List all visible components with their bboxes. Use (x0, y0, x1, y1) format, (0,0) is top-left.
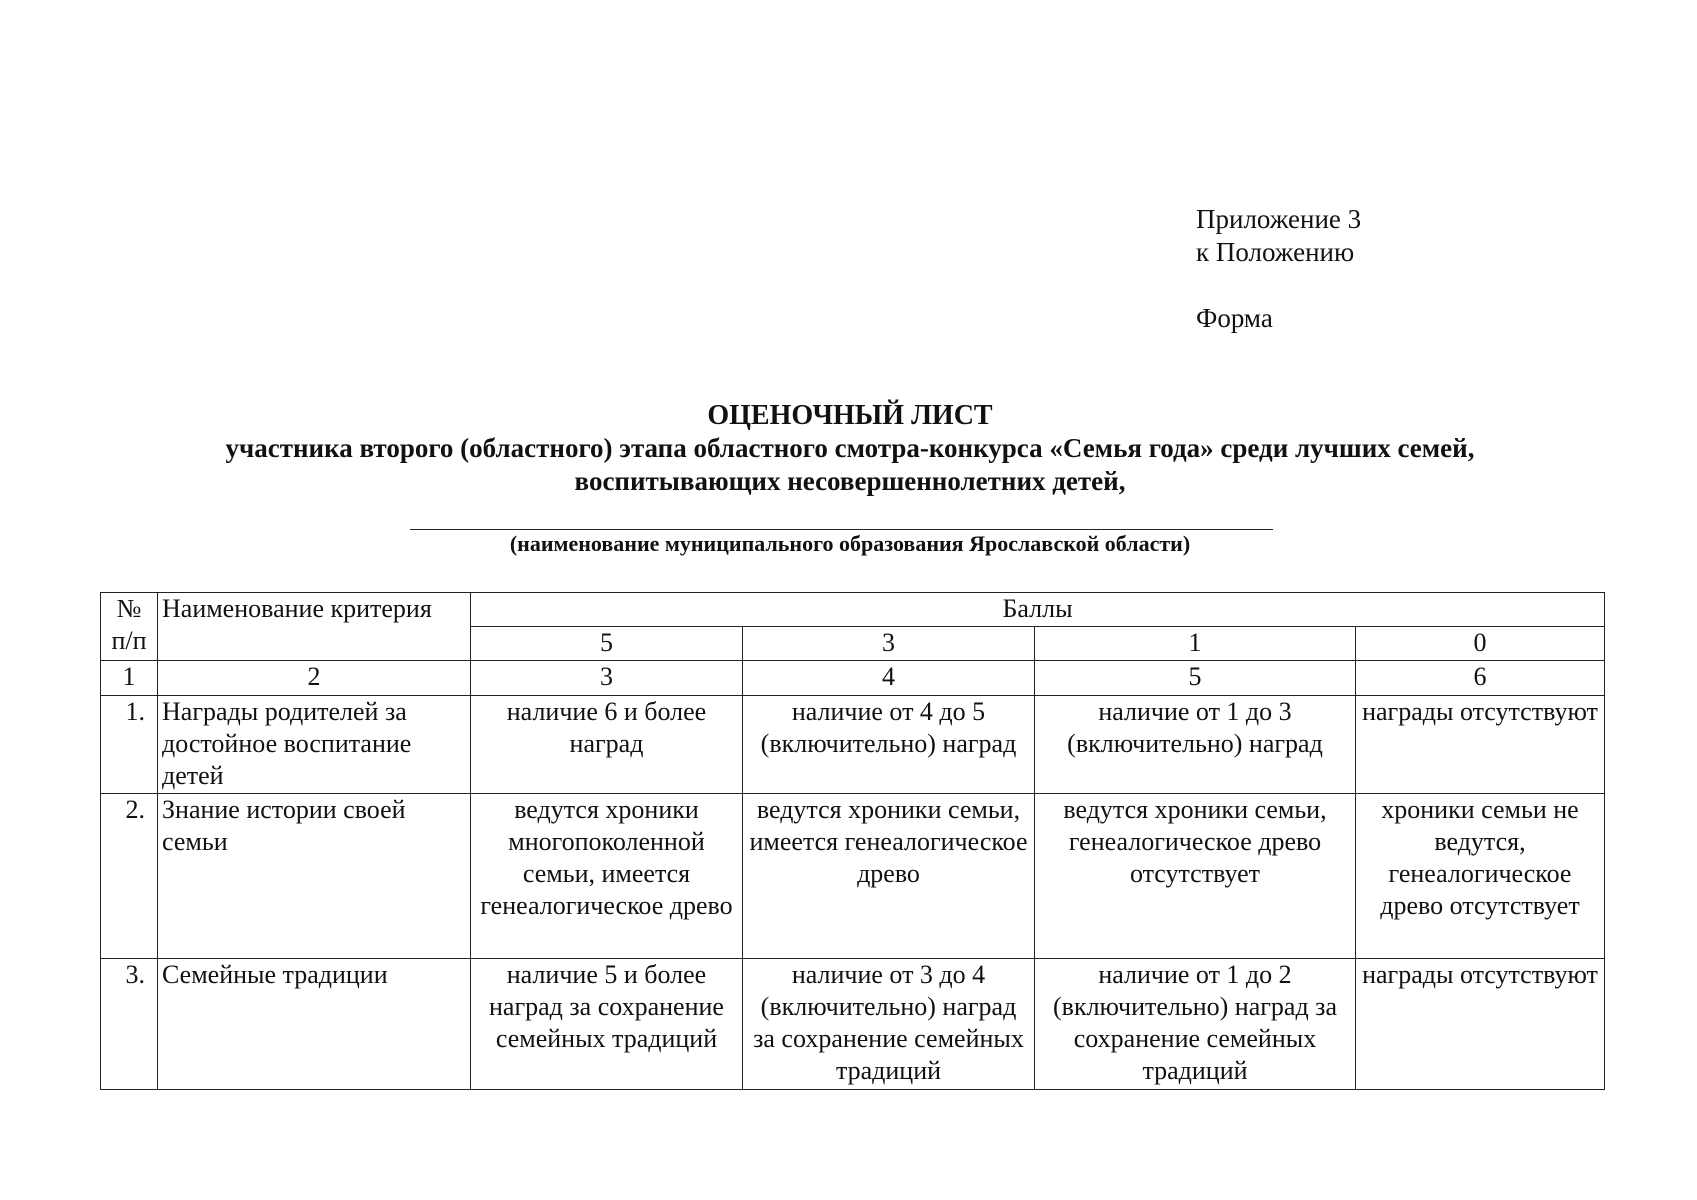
municipality-caption: (наименование муниципального образования Ярославской области) (509, 531, 1191, 556)
col-number-1: 1 (101, 661, 158, 696)
appendix-line-2: к Положению (1196, 237, 1355, 267)
header-points-0: 0 (1356, 627, 1605, 661)
row-points-0: хроники семьи не ведутся, генеалогическое древо отсутствует (1356, 794, 1605, 959)
table-row (101, 696, 1605, 794)
row-criterion: Знание истории своей семьи (158, 794, 471, 959)
evaluation-table (100, 592, 1605, 1090)
row-points-5: наличие 6 и более наград (471, 696, 743, 794)
appendix-line-1: Приложение 3 (1196, 204, 1362, 234)
document-subtitle-line-2: воспитывающих несовершеннолетних детей, (574, 466, 1126, 496)
form-label: Форма (1196, 303, 1273, 333)
row-points-1: наличие от 1 до 2 (включительно) наград за сохранение семейных традиций (1035, 959, 1356, 1090)
col-number-2: 2 (158, 661, 471, 696)
row-num: 3. (101, 959, 158, 1090)
row-points-3: ведутся хроники семьи, имеется генеалогическое древо (743, 794, 1035, 959)
row-num: 1. (101, 696, 158, 794)
row-points-0: награды отсутствуют (1356, 696, 1605, 794)
col-number-4: 4 (743, 661, 1035, 696)
document-header (150, 399, 1550, 498)
row-num: 2. (101, 794, 158, 959)
col-number-3: 3 (471, 661, 743, 696)
row-criterion: Семейные традиции (158, 959, 471, 1090)
row-points-3: наличие от 3 до 4 (включительно) наград за сохранение семейных традиций (743, 959, 1035, 1090)
table-row (101, 959, 1605, 1090)
document-title: ОЦЕНОЧНЫЙ ЛИСТ (707, 400, 993, 431)
col-number-6: 6 (1356, 661, 1605, 696)
header-points-3: 3 (743, 627, 1035, 661)
row-criterion: Награды родителей за достойное воспитание детей (158, 696, 471, 794)
appendix-block (1196, 203, 1361, 335)
header-points-5: 5 (471, 627, 743, 661)
header-num: № п/п (101, 593, 158, 661)
col-number-5: 5 (1035, 661, 1356, 696)
header-points: Баллы (471, 593, 1605, 627)
table-row (101, 794, 1605, 959)
row-points-5: ведутся хроники многопоколенной семьи, имеется генеалогическое древо (471, 794, 743, 959)
row-points-1: ведутся хроники семьи, генеалогическое древо отсутствует (1035, 794, 1356, 959)
header-criterion: Наименование критерия (158, 593, 471, 661)
header-points-1: 1 (1035, 627, 1356, 661)
row-points-5: наличие 5 и более наград за сохранение семейных традиций (471, 959, 743, 1090)
row-points-3: наличие от 4 до 5 (включительно) наград (743, 696, 1035, 794)
document-subtitle-line-1: участника второго (областного) этапа областного смотра-конкурса «Семья года» среди лучших семей, (225, 433, 1475, 463)
row-points-0: награды отсутствуют (1356, 959, 1605, 1090)
row-points-1: наличие от 1 до 3 (включительно) наград (1035, 696, 1356, 794)
